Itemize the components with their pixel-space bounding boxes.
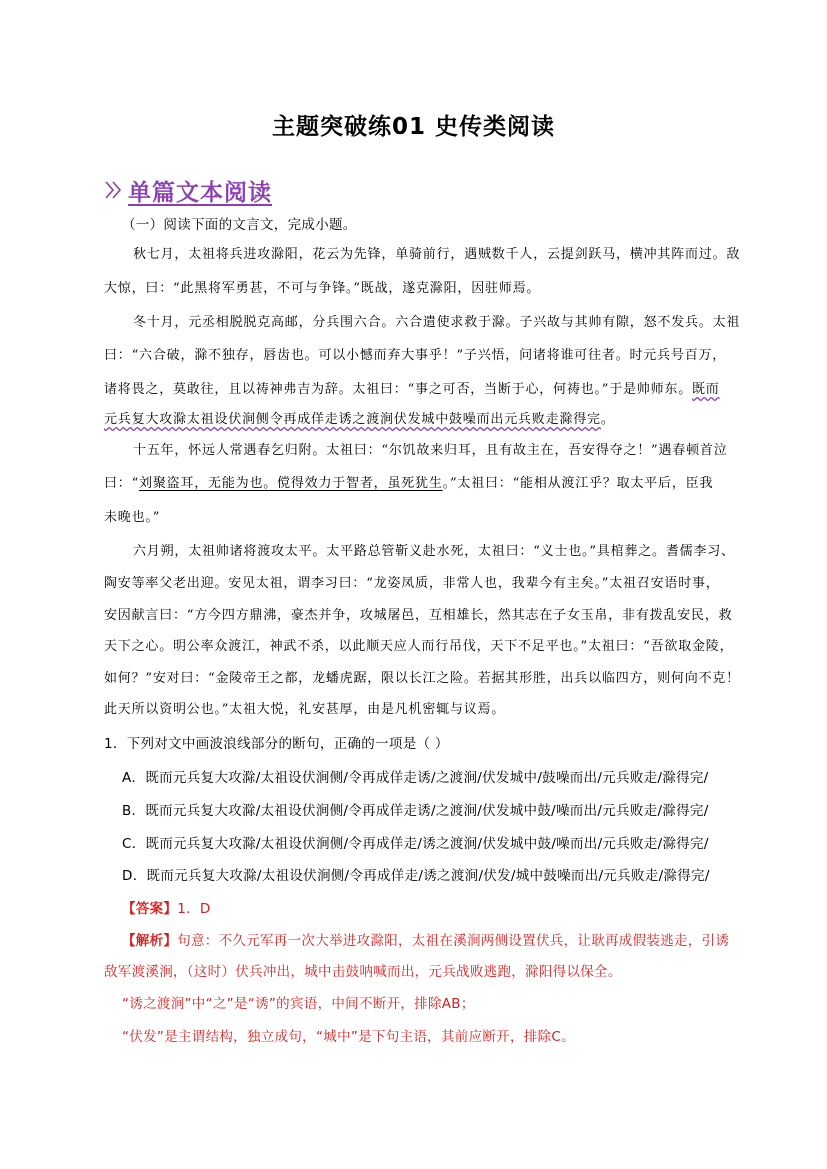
section-title: 单篇文本阅读 xyxy=(128,178,272,206)
analysis-note: “诱之渡涧”中“之”是“诱”的宾语，中间不断开，排除AB； xyxy=(122,996,475,1012)
option-c: C．既而元兵复大攻滁/太祖设伏涧侧/令再成佯走/诱之渡涧/伏发城中鼓/噪而出/元兵败走/滁得完/ xyxy=(122,836,709,852)
passage-line: 此天所以资明公也。”太祖大悦，礼安甚厚，由是凡机密辄与议焉。 xyxy=(104,702,506,717)
section-heading xyxy=(104,170,272,210)
wavy-underlined-text: 元兵复大攻滁太祖设伏涧侧令再成佯走诱之渡涧伏发城中鼓噪而出元兵败走滁得完 xyxy=(104,412,601,427)
passage-line: 安因献言曰：“方今四方鼎沸，豪杰并争，攻城屠邑，互相雄长，然其志在子女玉帛，非有拨乱安民，救 xyxy=(104,608,733,623)
analysis-line: 【解析】句意：不久元军再一次大举进攻滁阳，太祖在溪涧两侧设置伏兵，让耿再成假装逃走，引诱 xyxy=(122,933,730,949)
passage-line: 大惊，曰：“此黑将军勇甚，不可与争锋。”既战，遂克滁阳，因驻师焉。 xyxy=(104,281,541,296)
analysis-note: “伏发”是主谓结构，独立成句，“城中”是下句主语，其前应断开，排除C。 xyxy=(122,1029,575,1045)
analysis-label: 【解析】 xyxy=(122,933,178,949)
passage-line: 十五年，怀远人常遇春乞归附。太祖曰：“尔饥故来归耳，且有故主在，吾安得夺之！”遇春顿首泣 xyxy=(133,443,728,458)
intro-text: （一）阅读下面的文言文，完成小题。 xyxy=(122,217,357,233)
passage-line: 六月朔，太祖帅诸将渡攻太平。太平路总管靳义赴水死，太祖曰：“义士也。”具棺葬之。耆儒李习、 xyxy=(133,544,735,559)
answer-label: 【答案】 xyxy=(122,901,178,917)
option-a: A．既而元兵复大攻滁/太祖设伏涧侧/令再成佯走诱/之渡涧/伏发城中/鼓噪而出/元兵败走/滁得完/ xyxy=(122,770,709,786)
answer-value: 1．D xyxy=(177,901,211,917)
passage-line: 秋七月，太祖将兵进攻滁阳，花云为先锋，单骑前行，遇贼数千人，云提剑跃马，横冲其阵而过。敌 xyxy=(133,247,741,262)
option-b: B．既而元兵复大攻滁/太祖设伏涧侧/令再成佯走诱/之渡涧/伏发城中鼓/噪而出/元兵败走/滁得完/ xyxy=(122,803,709,819)
analysis-line: 敌军渡溪涧，（这时）伏兵冲出，城中击鼓呐喊而出，元兵战败逃跑，滁阳得以保全。 xyxy=(104,964,622,980)
passage-line: 天下之心。明公率众渡江，神武不杀，以此顺天应人而行吊伐，天下不足平也。”太祖曰：“吾欲取金陵， xyxy=(104,639,734,654)
question-stem: 1．下列对文中画波浪线部分的断句，正确的一项是（ ） xyxy=(104,736,449,752)
page-title: 主题突破练01 史传类阅读 xyxy=(271,114,555,140)
passage-line: 如何？”安对曰：“金陵帝王之都，龙蟠虎踞，限以长江之险。若据其形胜，出兵以临四方，则何向不克！ xyxy=(104,671,740,686)
passage-line: 冬十月，元丞相脱脱克高邮，分兵围六合。六合遣使求救于滁。子兴故与其帅有隙，怒不发兵。太祖 xyxy=(133,315,741,330)
double-chevron-icon xyxy=(104,179,126,201)
answer-line xyxy=(122,899,762,919)
option-d: D．既而元兵复大攻滁/太祖设伏涧侧/令再成佯走/诱之渡涧/伏发/城中鼓噪而出/元兵败走/滁得完/ xyxy=(122,868,710,884)
passage-line: 未晚也。” xyxy=(104,510,161,525)
underlined-text: 刘聚盗耳，无能为也。傥得效力于智者，虽死犹生 xyxy=(139,476,443,491)
passage-line: 元兵复大攻滁太祖设伏涧侧令再成佯走诱之渡涧伏发城中鼓噪而出元兵败走滁得完。 xyxy=(104,412,615,427)
passage-line: 陶安等率父老出迎。安见太祖，谓李习曰：“龙姿凤质，非常人也，我辈今有主矣。”太祖召安语时事， xyxy=(104,576,720,591)
wavy-underlined-text: 既而 xyxy=(692,382,720,397)
passage-line: 诸将畏之，莫敢往，且以祷神弗吉为辞。太祖曰：“事之可否，当断于心，何祷也。”于是帅师东。既而 xyxy=(104,382,720,397)
passage-line: 曰：“六合破，滁不独存，唇齿也。可以小憾而弃大事乎！”子兴悟，问诸将谁可往者。时元兵号百万， xyxy=(104,348,727,363)
passage-line: 曰：“刘聚盗耳，无能为也。傥得效力于智者，虽死犹生。”太祖曰：“能相从渡江乎？取太平后，臣我 xyxy=(104,476,714,491)
